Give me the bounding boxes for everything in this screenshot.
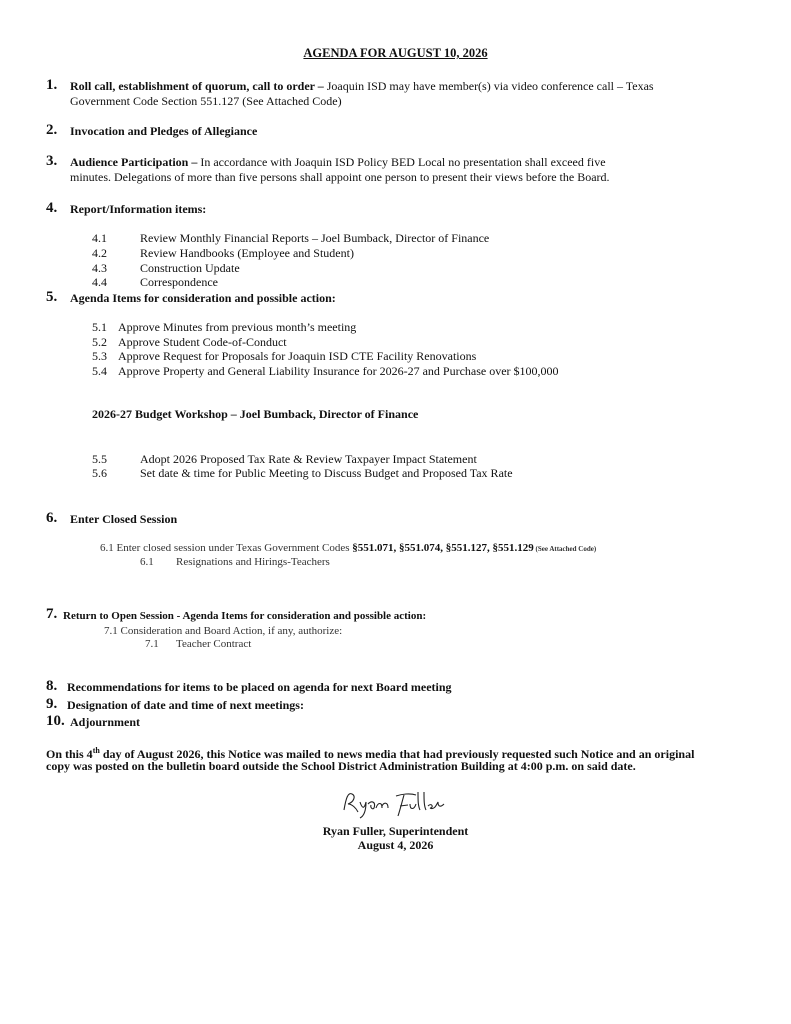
sub-text: Correspondence — [140, 275, 218, 289]
sub-text: Approve Property and General Liability Insurance for 2026-27 and Purchase over $100,000 — [118, 364, 559, 378]
item-8-heading: Recommendations for items to be placed on agenda for next Board meeting — [67, 680, 452, 694]
item-1-line-a — [70, 79, 654, 94]
item-number: 7. — [46, 606, 58, 622]
sub-number: 5.3 — [92, 349, 107, 363]
item-number: 4. — [46, 200, 58, 216]
sub-text: Review Handbooks (Employee and Student) — [140, 246, 354, 260]
item-3-text-a: In accordance with Joaquin ISD Policy BED Local no presentation shall exceed five — [197, 155, 606, 169]
attached-code-note: (See Attached Code) — [533, 545, 597, 553]
sub-text: Approve Minutes from previous month’s meeting — [118, 320, 357, 334]
item-9-heading: Designation of date and time of next meetings: — [67, 698, 304, 712]
item-number: 8. — [46, 678, 58, 694]
item-number: 1. — [46, 77, 58, 93]
sub-number: 5.5 — [92, 452, 107, 466]
sub-number: 5.6 — [92, 466, 107, 480]
sub-number: 4.1 — [92, 231, 107, 245]
notice-line-b: copy was posted on the bulletin board outside the School District Administration Building at 4:00 p.m. on said date. — [46, 759, 636, 773]
item-number: 6. — [46, 510, 58, 526]
sub-number: 5.4 — [92, 364, 107, 378]
sub-number: 4.4 — [92, 275, 107, 289]
sub-number: 6.1 — [140, 556, 154, 568]
item-6-heading: Enter Closed Session — [70, 512, 178, 526]
agenda-title: AGENDA FOR AUGUST 10, 2026 — [303, 46, 488, 60]
sub-text: Review Monthly Financial Reports – Joel Bumback, Director of Finance — [140, 231, 490, 245]
sub-number: 4.3 — [92, 261, 107, 275]
item-4-heading: Report/Information items: — [70, 202, 207, 216]
sub-text: Construction Update — [140, 261, 240, 275]
item-3-text-b: minutes. Delegations of more than five persons shall appoint one person to present their views before the Board. — [70, 170, 610, 184]
sub-number: 5.1 — [92, 320, 107, 334]
sub-text: Teacher Contract — [176, 638, 252, 650]
signature-icon — [338, 786, 458, 820]
sub-text: Approve Request for Proposals for Joaquin ISD CTE Facility Renovations — [118, 349, 477, 363]
item-1-text-a: Joaquin ISD may have member(s) via video conference call – Texas — [323, 79, 654, 93]
sub-text: Resignations and Hirings-Teachers — [176, 556, 330, 568]
sub-number: 5.2 — [92, 335, 107, 349]
notice-prefix: On this 4 — [46, 747, 93, 761]
item-number: 2. — [46, 122, 58, 138]
item-1-text-b: Government Code Section 551.127 (See Attached Code) — [70, 94, 342, 108]
item-number: 9. — [46, 696, 58, 712]
sub-number: 4.2 — [92, 246, 107, 260]
notice-text-a: day of August 2026, this Notice was mailed to news media that had previously requested such Notice and an original — [99, 747, 695, 761]
closed-session-line — [100, 541, 596, 557]
item-10-heading: Adjournment — [70, 715, 141, 729]
item-number: 5. — [46, 289, 58, 305]
sub-text: Set date & time for Public Meeting to Discuss Budget and Proposed Tax Rate — [140, 466, 513, 480]
budget-workshop-heading: 2026-27 Budget Workshop – Joel Bumback, Director of Finance — [92, 407, 419, 421]
sub-text: Approve Student Code-of-Conduct — [118, 335, 287, 349]
item-number: 3. — [46, 153, 58, 169]
notice-superscript: th — [92, 746, 100, 755]
item-1-heading: Roll call, establishment of quorum, call to order – — [70, 79, 324, 93]
consideration-line: 7.1 Consideration and Board Action, if any, authorize: — [104, 625, 343, 637]
handwritten-signature — [338, 786, 458, 820]
item-number: 10. — [46, 713, 65, 729]
sub-text: Adopt 2026 Proposed Tax Rate & Review Taxpayer Impact Statement — [140, 452, 477, 466]
signature-date: August 4, 2026 — [357, 838, 434, 852]
item-3-heading: Audience Participation – — [70, 155, 198, 169]
item-7-heading: Return to Open Session - Agenda Items for consideration and possible action: — [63, 610, 427, 622]
item-2-heading: Invocation and Pledges of Allegiance — [70, 124, 258, 138]
item-3-line-a — [70, 155, 606, 170]
government-codes: §551.071, §551.074, §551.127, §551.129 — [352, 542, 534, 554]
sub-number: 7.1 — [145, 638, 159, 650]
item-5-heading: Agenda Items for consideration and possible action: — [70, 291, 336, 305]
closed-session-text: 6.1 Enter closed session under Texas Government Codes — [100, 542, 353, 554]
signatory-name: Ryan Fuller, Superintendent — [322, 824, 469, 838]
